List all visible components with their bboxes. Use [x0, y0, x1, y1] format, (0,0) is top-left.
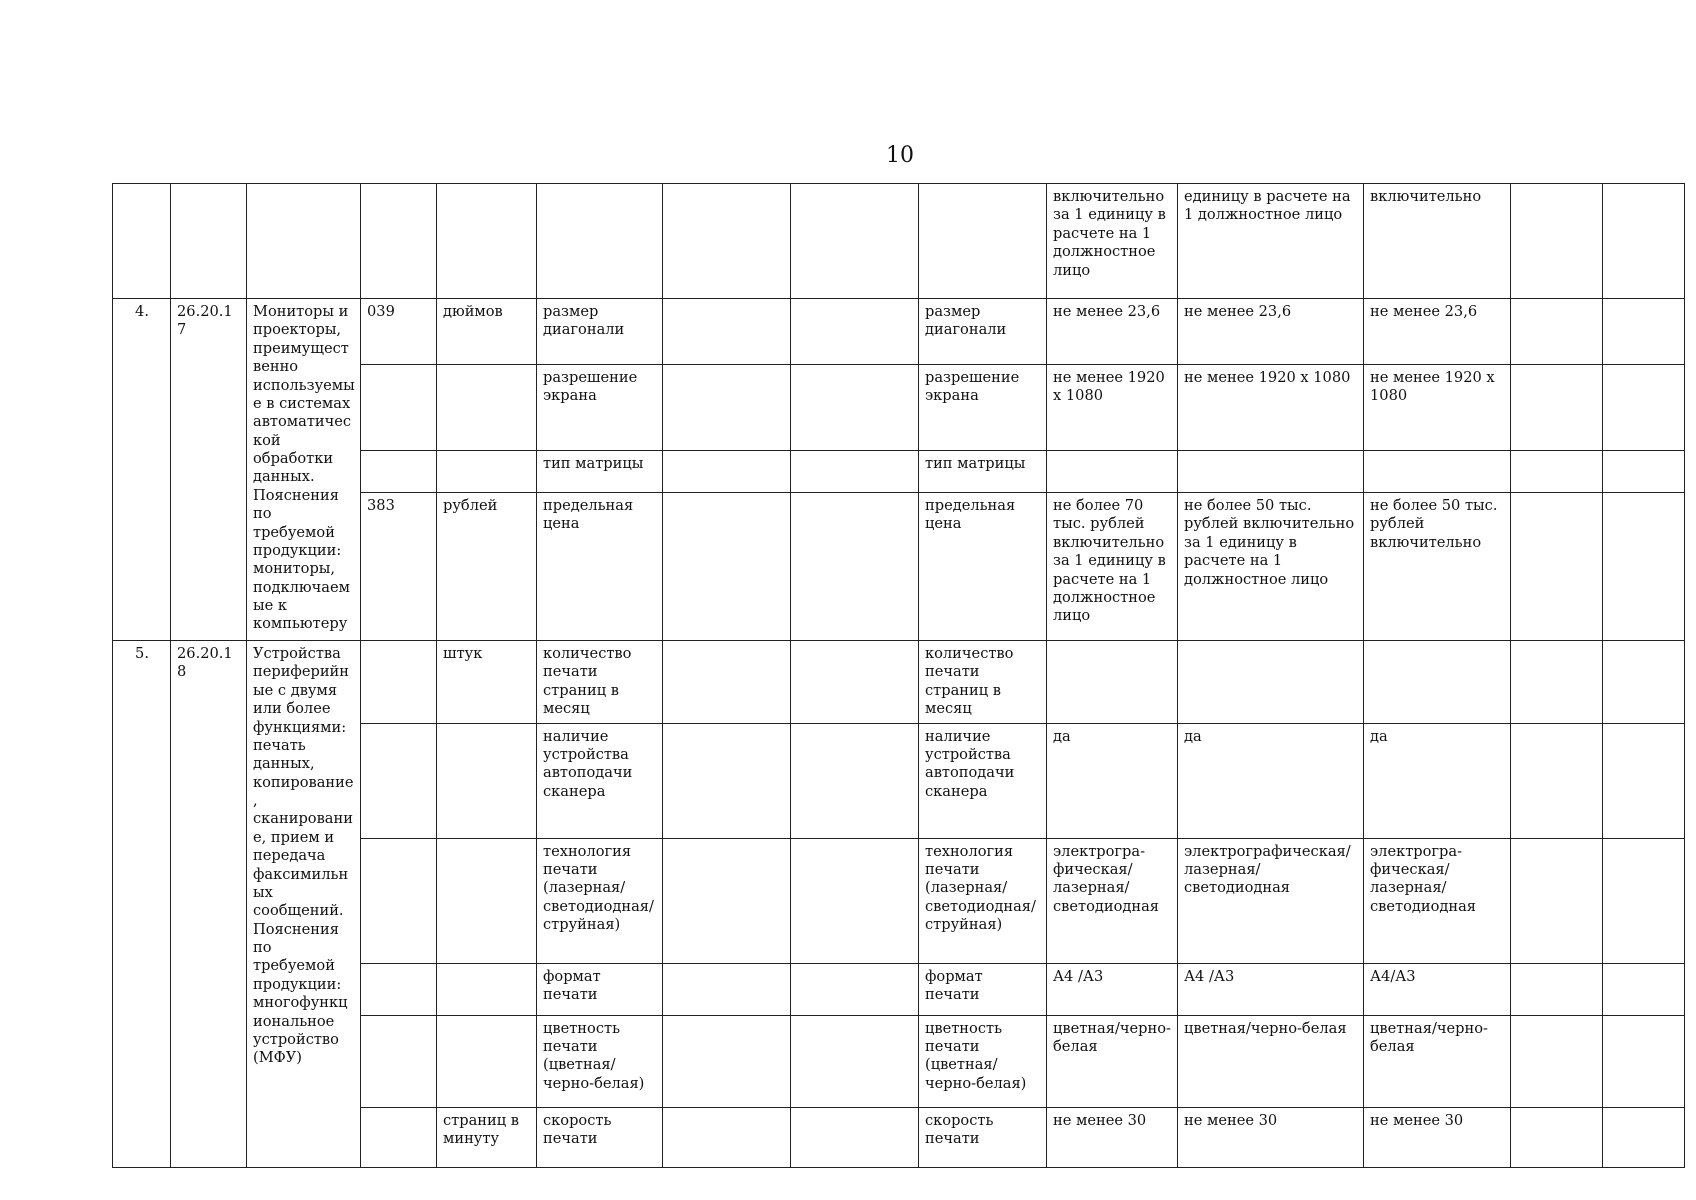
table-cell: не менее 1920 x 1080	[1047, 365, 1178, 451]
table-cell	[791, 1015, 919, 1107]
table-body	[113, 184, 1685, 1168]
table-cell	[1511, 493, 1603, 641]
table-cell: включительно	[1364, 184, 1511, 299]
table-cell	[437, 1015, 537, 1107]
table-cell: разрешение экрана	[919, 365, 1047, 451]
table-cell: рублей	[437, 493, 537, 641]
table-cell: не более 70 тыс. рублей включительно за 1 единицу в расчете на 1 должностное лицо	[1047, 493, 1178, 641]
table-cell	[1511, 299, 1603, 365]
table-cell	[1603, 641, 1685, 724]
table-cell	[361, 723, 437, 838]
table-cell: скорость печати	[919, 1107, 1047, 1167]
table-cell	[1603, 184, 1685, 299]
table-cell	[113, 184, 171, 299]
table-cell	[1511, 838, 1603, 963]
table-cell	[1603, 963, 1685, 1015]
table-cell: предельная цена	[537, 493, 663, 641]
table-cell: единицу в расчете на 1 должностное лицо	[1178, 184, 1364, 299]
table-cell	[1178, 641, 1364, 724]
table-cell: 383	[361, 493, 437, 641]
table-cell	[791, 723, 919, 838]
table-row	[113, 641, 1685, 724]
table-cell: А4/А3	[1364, 963, 1511, 1015]
table-cell	[791, 365, 919, 451]
table-cell: страниц в минуту	[437, 1107, 537, 1167]
table-cell	[791, 451, 919, 493]
table-cell	[663, 365, 791, 451]
table-cell	[663, 493, 791, 641]
table-cell: технология печати (лазерная/светодиодная/струйная)	[537, 838, 663, 963]
table-cell	[919, 184, 1047, 299]
table-cell: тип матрицы	[919, 451, 1047, 493]
page-number: 10	[886, 143, 914, 168]
table-cell: не менее 1920 x 1080	[1364, 365, 1511, 451]
table-cell	[791, 493, 919, 641]
table-cell: дюймов	[437, 299, 537, 365]
table-cell	[663, 1107, 791, 1167]
table-cell	[663, 838, 791, 963]
table-cell: не менее 1920 x 1080	[1178, 365, 1364, 451]
table-cell: электрогра-фическая/ лазерная/ светодиодная	[1047, 838, 1178, 963]
table-cell: количество печати страниц в месяц	[919, 641, 1047, 724]
table-cell: количество печати страниц в месяц	[537, 641, 663, 724]
table-cell: А4 /А3	[1178, 963, 1364, 1015]
table-cell: Устройства периферийные с двумя или более функциями: печать данных, копирование, сканирование, прием и передача факсимильных сообщений. Пояснения по требуемой продукции: многофункциональное устройство (МФУ)	[247, 641, 361, 1168]
table-cell	[1603, 299, 1685, 365]
table-cell: не менее 30	[1047, 1107, 1178, 1167]
table-cell: 26.20.18	[171, 641, 247, 1168]
table-cell	[361, 1015, 437, 1107]
table-cell	[361, 365, 437, 451]
table-cell: 5.	[113, 641, 171, 1168]
table-cell	[1603, 723, 1685, 838]
table-cell	[1603, 451, 1685, 493]
table-cell: разрешение экрана	[537, 365, 663, 451]
table-cell: не менее 23,6	[1178, 299, 1364, 365]
table-cell	[437, 184, 537, 299]
table-cell	[791, 641, 919, 724]
table-cell: не более 50 тыс. рублей включительно за 1 единицу в расчете на 1 должностное лицо	[1178, 493, 1364, 641]
table-cell	[663, 723, 791, 838]
table-cell	[1511, 365, 1603, 451]
table-cell: формат печати	[919, 963, 1047, 1015]
table-cell: предельная цена	[919, 493, 1047, 641]
table-cell	[1047, 451, 1178, 493]
table-cell: 4.	[113, 299, 171, 641]
table-cell	[1511, 1107, 1603, 1167]
table-cell	[1364, 451, 1511, 493]
table-cell	[361, 184, 437, 299]
table-cell	[791, 963, 919, 1015]
table-cell: технология печати (лазерная/светодиодная/струйная)	[919, 838, 1047, 963]
table-cell: наличие устройства автоподачи сканера	[919, 723, 1047, 838]
table-cell: А4 /А3	[1047, 963, 1178, 1015]
table-cell	[663, 451, 791, 493]
table-cell: да	[1047, 723, 1178, 838]
table-cell	[437, 963, 537, 1015]
table-cell: тип матрицы	[537, 451, 663, 493]
table-row	[113, 299, 1685, 365]
table-cell	[437, 723, 537, 838]
table-cell: формат печати	[537, 963, 663, 1015]
table-cell	[1511, 641, 1603, 724]
table-cell	[663, 184, 791, 299]
table-cell	[361, 963, 437, 1015]
table-cell	[1047, 641, 1178, 724]
table-cell	[171, 184, 247, 299]
table-cell	[1178, 451, 1364, 493]
table-cell	[663, 299, 791, 365]
table-cell	[1603, 365, 1685, 451]
table-cell: 039	[361, 299, 437, 365]
table-cell	[1511, 963, 1603, 1015]
table-cell: не менее 30	[1364, 1107, 1511, 1167]
table-cell: да	[1364, 723, 1511, 838]
table-cell	[361, 451, 437, 493]
table-cell: электрографическая/ лазерная/ светодиодная	[1178, 838, 1364, 963]
table-cell: цветная/черно-белая	[1047, 1015, 1178, 1107]
table-cell	[1511, 184, 1603, 299]
table-cell	[791, 838, 919, 963]
table-cell: размер диагонали	[537, 299, 663, 365]
table-cell: электрогра-фическая/ лазерная/ светодиодная	[1364, 838, 1511, 963]
table-cell: цветность печати (цветная/черно-белая)	[537, 1015, 663, 1107]
table-cell	[663, 963, 791, 1015]
table-cell	[663, 1015, 791, 1107]
table-cell	[1603, 493, 1685, 641]
table-cell	[361, 1107, 437, 1167]
table-cell: цветная/черно-белая	[1178, 1015, 1364, 1107]
table-cell: включительно за 1 единицу в расчете на 1 должностное лицо	[1047, 184, 1178, 299]
table-cell	[791, 184, 919, 299]
table-cell	[1511, 451, 1603, 493]
table-cell: не более 50 тыс. рублей включительно	[1364, 493, 1511, 641]
table-cell	[437, 451, 537, 493]
table-cell: штук	[437, 641, 537, 724]
table-cell: Мониторы и проекторы, преимущественно используемые в системах автоматической обработки данных. Пояснения по требуемой продукции: мониторы, подключаемые к компьютеру	[247, 299, 361, 641]
table-cell	[791, 299, 919, 365]
table-cell	[1511, 1015, 1603, 1107]
table-cell	[361, 838, 437, 963]
table-cell	[1511, 723, 1603, 838]
table-cell	[247, 184, 361, 299]
table-cell	[437, 365, 537, 451]
table-cell: не менее 23,6	[1047, 299, 1178, 365]
specification-table	[112, 183, 1685, 1168]
table-cell	[1364, 641, 1511, 724]
table-cell: да	[1178, 723, 1364, 838]
table-cell: не менее 30	[1178, 1107, 1364, 1167]
table-cell	[663, 641, 791, 724]
table-cell	[1603, 1107, 1685, 1167]
table-cell	[791, 1107, 919, 1167]
table-cell	[1603, 838, 1685, 963]
table-cell: цветность печати (цветная/черно-белая)	[919, 1015, 1047, 1107]
table-cell: наличие устройства автоподачи сканера	[537, 723, 663, 838]
table-row	[113, 184, 1685, 299]
table-cell	[537, 184, 663, 299]
table-cell	[437, 838, 537, 963]
table-cell: размер диагонали	[919, 299, 1047, 365]
table-cell: цветная/черно-белая	[1364, 1015, 1511, 1107]
table-cell	[1603, 1015, 1685, 1107]
table-cell: скорость печати	[537, 1107, 663, 1167]
table-cell: не менее 23,6	[1364, 299, 1511, 365]
table-cell: 26.20.17	[171, 299, 247, 641]
table-cell	[361, 641, 437, 724]
